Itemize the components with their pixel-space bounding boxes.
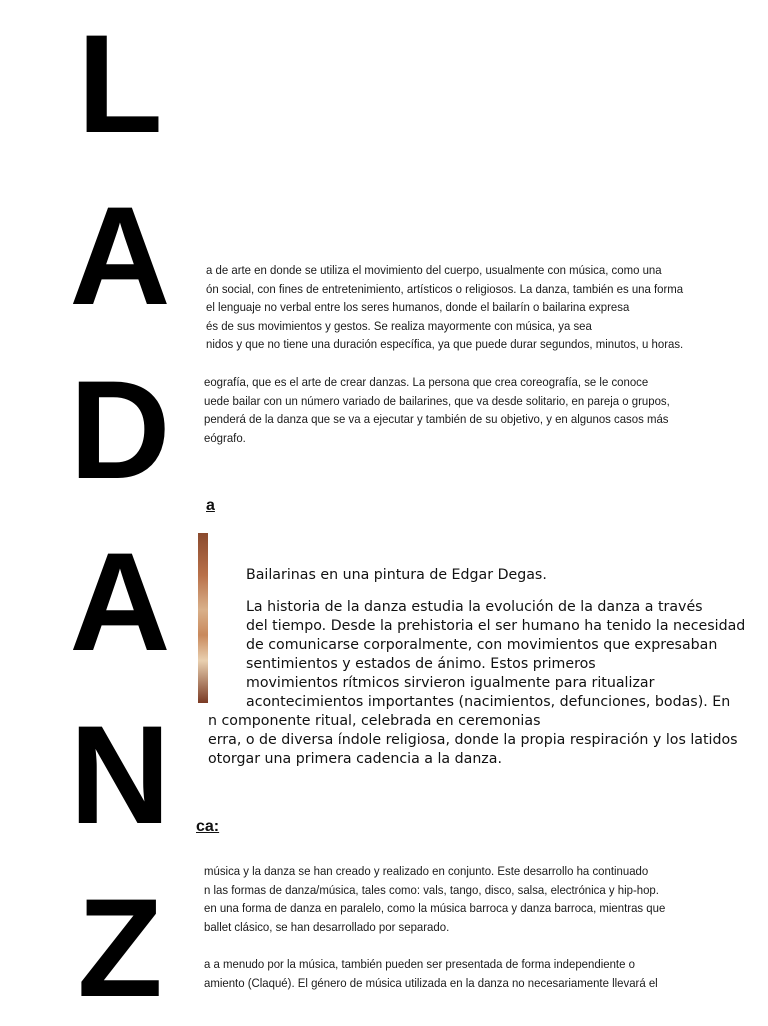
text-column xyxy=(196,0,768,1024)
degas-painting-image xyxy=(198,533,208,703)
history-paragraph xyxy=(246,598,745,712)
text-line: La historia de la danza estudia la evolución de la danza a través xyxy=(246,599,703,615)
text-line: eógrafo. xyxy=(204,430,246,445)
intro-paragraph xyxy=(206,261,683,354)
text-line: penderá de la danza que se va a ejecutar y también de su objetivo, y en algunos casos más xyxy=(204,412,669,427)
title-letter: N xyxy=(69,696,171,853)
text-line: sentimientos y estados de ánimo. Estos primeros xyxy=(246,656,596,672)
title-letter: Z xyxy=(77,869,163,1026)
text-line: nidos y que no tiene una duración específica, ya que puede durar segundos, minutos, u horas. xyxy=(206,337,684,352)
text-line: movimientos rítmicos sirvieron igualmente para ritualizar xyxy=(246,675,655,691)
text-line: ón social, con fines de entretenimiento, artísticos o religiosos. La danza, también es una forma xyxy=(206,281,684,296)
text-line: n componente ritual, celebrada en ceremonias xyxy=(208,713,541,729)
text-line: de comunicarse corporalmente, con movimientos que expresaban xyxy=(246,637,718,653)
history-paragraph-continued xyxy=(208,712,738,769)
music-paragraph-2 xyxy=(204,955,658,992)
image-caption: Bailarinas en una pintura de Edgar Degas. xyxy=(246,567,547,583)
text-line: en una forma de danza en paralelo, como la música barroca y danza barroca, mientras que xyxy=(204,901,666,916)
title-letter: L xyxy=(77,5,163,162)
title-letter: D xyxy=(69,351,171,508)
choreography-paragraph xyxy=(204,373,670,447)
music-paragraph xyxy=(204,862,665,936)
text-line: eografía, que es el arte de crear danzas. La persona que crea coreografía, se le conoce xyxy=(204,375,649,389)
title-letter: A xyxy=(69,523,171,680)
text-line: amiento (Claqué). El género de música utilizada en la danza no necesariamente llevará el xyxy=(204,975,658,990)
text-line: ballet clásico, se han desarrollado por separado. xyxy=(204,919,450,934)
text-line: és de sus movimientos y gestos. Se realiza mayormente con música, ya sea xyxy=(206,318,592,333)
text-line: acontecimientos importantes (nacimientos, defunciones, bodas). En xyxy=(246,694,731,710)
text-line: del tiempo. Desde la prehistoria el ser humano ha tenido la necesidad xyxy=(246,618,746,634)
history-heading: a xyxy=(206,497,215,514)
music-heading: ca: xyxy=(196,818,220,835)
text-line: otorgar una primera cadencia a la danza. xyxy=(208,751,502,767)
text-line: a a menudo por la música, también pueden ser presentada de forma independiente o xyxy=(204,957,635,971)
text-line: n las formas de danza/música, tales como: vals, tango, disco, salsa, electrónica y hip-hop. xyxy=(204,882,659,897)
text-line: el lenguaje no verbal entre los seres humanos, donde el bailarín o bailarina expresa xyxy=(206,300,630,315)
title-letter: A xyxy=(69,177,171,334)
text-line: uede bailar con un número variado de bailarines, que va desde solitario, en pareja o grupos, xyxy=(204,393,670,408)
text-line: música y la danza se han creado y realizado en conjunto. Este desarrollo ha continuado xyxy=(204,864,649,878)
text-line: erra, o de diversa índole religiosa, donde la propia respiración y los latidos xyxy=(208,732,738,748)
text-line: a de arte en donde se utiliza el movimiento del cuerpo, usualmente con música, como una xyxy=(206,263,662,277)
